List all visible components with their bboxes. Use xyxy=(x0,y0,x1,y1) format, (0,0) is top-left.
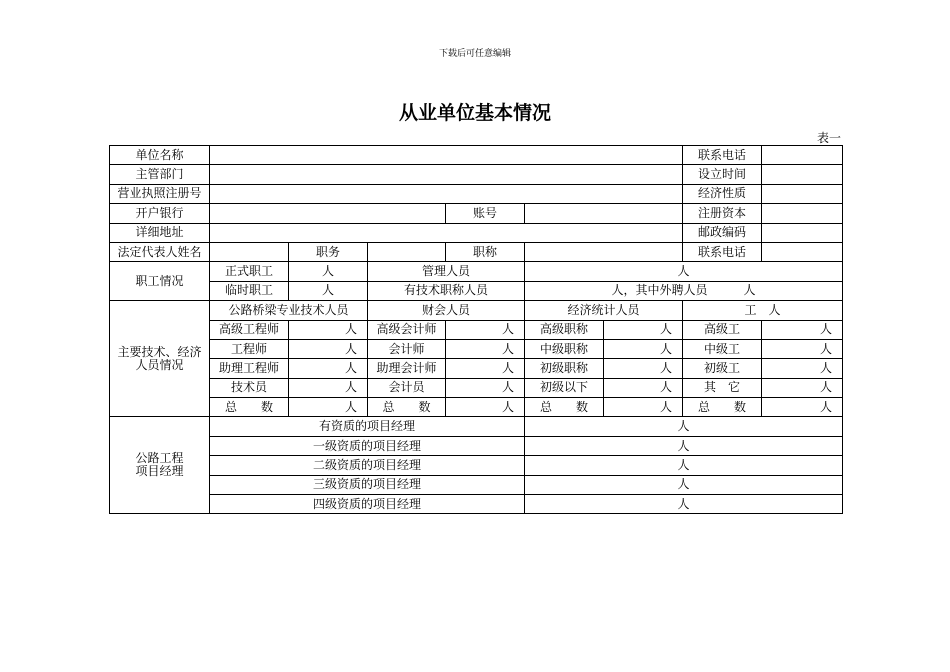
count-cell[interactable]: 人 xyxy=(289,398,368,417)
count-cell[interactable]: 人 xyxy=(289,320,368,339)
pm-level-label: 二级资质的项目经理 xyxy=(210,456,525,475)
role-label: 中级工 xyxy=(683,339,762,358)
management-label: 管理人员 xyxy=(368,262,525,281)
pm-level-label: 一级资质的项目经理 xyxy=(210,436,525,455)
role-label: 高级会计师 xyxy=(368,320,446,339)
position-label: 职务 xyxy=(289,242,368,261)
role-label: 初级以下 xyxy=(525,378,604,397)
pm-count[interactable]: 人 xyxy=(525,495,843,514)
formal-staff-count[interactable]: 人 xyxy=(289,262,368,281)
role-label: 初级工 xyxy=(683,359,762,378)
temp-staff-label: 临时职工 xyxy=(210,281,289,300)
tech-row xyxy=(110,398,843,417)
tech-row xyxy=(110,320,843,339)
pm-row xyxy=(110,417,843,436)
role-label: 中级职称 xyxy=(525,339,604,358)
pm-row xyxy=(110,475,843,494)
count-cell[interactable]: 人 xyxy=(446,339,525,358)
role-label: 高级工 xyxy=(683,320,762,339)
license-no-label: 营业执照注册号 xyxy=(110,184,210,203)
page-title: 从业单位基本情况 xyxy=(398,102,551,124)
role-label: 助理工程师 xyxy=(210,359,289,378)
contact-phone2-label: 联系电话 xyxy=(683,242,762,261)
count-cell[interactable]: 人 xyxy=(604,339,683,358)
legal-rep-field[interactable] xyxy=(210,242,289,261)
unit-info-table xyxy=(109,145,843,514)
role-label: 会计师 xyxy=(368,339,446,358)
contact-phone2-field[interactable] xyxy=(762,242,843,261)
role-label: 总 数 xyxy=(683,398,762,417)
postcode-label: 邮政编码 xyxy=(683,223,762,242)
legal-rep-label: 法定代表人姓名 xyxy=(110,242,210,261)
supervisor-label: 主管部门 xyxy=(110,165,210,184)
count-cell[interactable]: 人 xyxy=(289,339,368,358)
unit-name-field[interactable] xyxy=(210,146,683,165)
supervisor-field[interactable] xyxy=(210,165,683,184)
group-header: 经济统计人员 xyxy=(525,301,683,320)
pm-level-label: 三级资质的项目经理 xyxy=(210,475,525,494)
role-label: 会计员 xyxy=(368,378,446,397)
temp-staff-count[interactable]: 人 xyxy=(289,281,368,300)
count-cell[interactable]: 人 xyxy=(289,359,368,378)
group-header: 工 人 xyxy=(683,301,843,320)
established-label: 设立时间 xyxy=(683,165,762,184)
bank-field[interactable] xyxy=(210,204,446,223)
count-cell[interactable]: 人 xyxy=(446,320,525,339)
count-cell[interactable]: 人 xyxy=(762,398,843,417)
address-label: 详细地址 xyxy=(110,223,210,242)
registered-capital-field[interactable] xyxy=(762,204,843,223)
pm-level-label: 四级资质的项目经理 xyxy=(210,495,525,514)
pm-row xyxy=(110,456,843,475)
count-cell[interactable]: 人 xyxy=(446,359,525,378)
count-cell[interactable]: 人 xyxy=(762,320,843,339)
staff-label: 职工情况 xyxy=(110,262,210,301)
account-field[interactable] xyxy=(525,204,683,223)
tech-row xyxy=(110,359,843,378)
registered-capital-label: 注册资本 xyxy=(683,204,762,223)
group-header: 财会人员 xyxy=(368,301,525,320)
role-label: 高级工程师 xyxy=(210,320,289,339)
count-cell[interactable]: 人 xyxy=(604,398,683,417)
role-label: 助理会计师 xyxy=(368,359,446,378)
postcode-field[interactable] xyxy=(762,223,843,242)
contact-phone-field[interactable] xyxy=(762,146,843,165)
title-rank-label: 职称 xyxy=(446,242,525,261)
count-cell[interactable]: 人 xyxy=(604,359,683,378)
bank-label: 开户银行 xyxy=(110,204,210,223)
economic-nature-label: 经济性质 xyxy=(683,184,762,203)
management-count[interactable]: 人 xyxy=(525,262,843,281)
count-cell[interactable]: 人 xyxy=(762,378,843,397)
hired-note: 人，其中外聘人员 xyxy=(611,283,708,298)
tech-staff-label: 主要技术、经济 人员情况 xyxy=(110,301,210,417)
economic-nature-field[interactable] xyxy=(762,184,843,203)
pm-row xyxy=(110,495,843,514)
hired-unit: 人 xyxy=(743,283,756,298)
established-field[interactable] xyxy=(762,165,843,184)
project-manager-label: 公路工程 项目经理 xyxy=(110,417,210,514)
pm-count[interactable]: 人 xyxy=(525,456,843,475)
formal-staff-label: 正式职工 xyxy=(210,262,289,281)
pm-level-label: 有资质的项目经理 xyxy=(210,417,525,436)
address-field[interactable] xyxy=(210,223,683,242)
count-cell[interactable]: 人 xyxy=(762,339,843,358)
pm-count[interactable]: 人 xyxy=(525,475,843,494)
tech-row xyxy=(110,378,843,397)
unit-name-label: 单位名称 xyxy=(110,146,210,165)
group-header: 公路桥梁专业技术人员 xyxy=(210,301,368,320)
tech-row xyxy=(110,339,843,358)
title-rank-field[interactable] xyxy=(525,242,683,261)
role-label: 高级职称 xyxy=(525,320,604,339)
tech-title-count[interactable] xyxy=(525,281,843,300)
role-label: 工程师 xyxy=(210,339,289,358)
header-note: 下载后可任意编辑 xyxy=(438,49,511,59)
role-label: 总 数 xyxy=(210,398,289,417)
role-label: 总 数 xyxy=(525,398,604,417)
count-cell[interactable]: 人 xyxy=(446,378,525,397)
role-label: 其 它 xyxy=(683,378,762,397)
contact-phone-label: 联系电话 xyxy=(683,146,762,165)
table-tag: 表一 xyxy=(816,131,841,145)
count-cell[interactable]: 人 xyxy=(604,378,683,397)
position-field[interactable] xyxy=(368,242,446,261)
pm-count[interactable]: 人 xyxy=(525,436,843,455)
count-cell[interactable]: 人 xyxy=(604,320,683,339)
count-cell[interactable]: 人 xyxy=(446,398,525,417)
pm-count[interactable]: 人 xyxy=(525,417,843,436)
role-label: 总 数 xyxy=(368,398,446,417)
count-cell[interactable]: 人 xyxy=(762,359,843,378)
role-label: 技术员 xyxy=(210,378,289,397)
tech-title-label: 有技术职称人员 xyxy=(368,281,525,300)
count-cell[interactable]: 人 xyxy=(289,378,368,397)
account-label: 账号 xyxy=(446,204,525,223)
pm-row xyxy=(110,436,843,455)
role-label: 初级职称 xyxy=(525,359,604,378)
license-no-field[interactable] xyxy=(210,184,683,203)
